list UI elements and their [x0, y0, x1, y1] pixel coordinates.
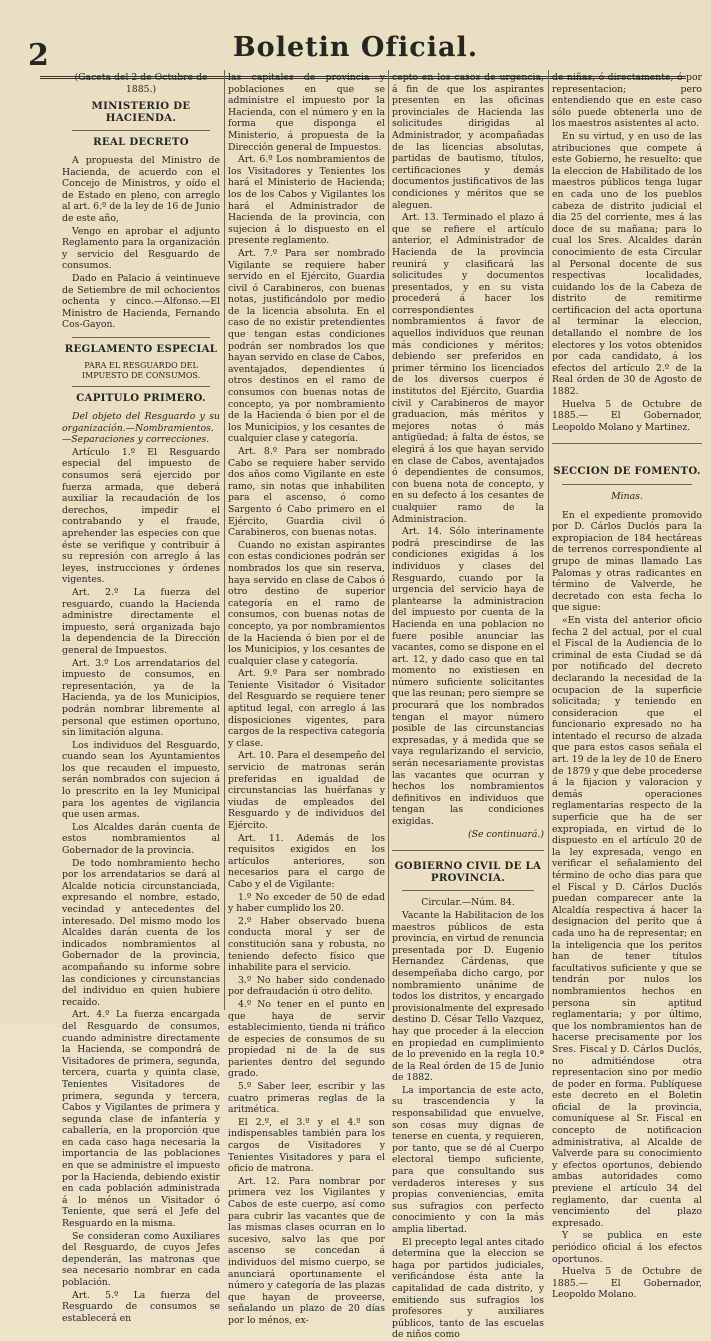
article-5: Art. 5.º La fuerza del Resguardo de consumos se establecerá en — [62, 1289, 220, 1324]
paragraph: Los individuos del Resguardo, cuando sean los Ayuntamientos los que recauden el impuesto, serán nombrados con sujecion á lo prescrito en la ley Municipal para los agentes de vigilancia que usen armas. — [62, 739, 220, 821]
signature-date: Huelva 5 de Octubre de 1885.— El Gobernador, Leopoldo Molano. — [552, 1266, 702, 1301]
column-4 — [552, 72, 702, 1301]
column-divider — [388, 70, 389, 1010]
paragraph: El precepto legal antes citado determina que la eleccion se haga por partidos judiciales, verificándose ésta ante la capitalidad de cada distrito, y emitiendo sus sufragios los profesores y auxiliares públicos, tanto de las escuelas de niños como — [392, 1236, 544, 1341]
article-12: Art. 12. Para nombrar por primera vez los Vigilantes y Cabos de este cuerpo, así como para cubrir las vacantes que de las mismas clases ocurran en lo sucesivo, salvo las que por ascenso se concedan á individuos del mismo cuerpo, se anunciará oportunamente el número y categoría de las plazas que hayan de proveerse, señalando un plazo de 20 días por lo ménos, ex- — [228, 1175, 385, 1326]
paragraph: Y se publica en este periódico oficial á los efectos oportunos. — [552, 1230, 702, 1265]
gazette-reference: (Gaceta del 2 de Octubre de 1885.) — [74, 72, 208, 95]
paragraph: Vacante la Habilitacion de los maestros públicos de esta provincia, en virtud de renuncia presentada por D. Eugenio Hernandez Cárdenas, que desempeñaba dicho cargo, por nombramiento unánime de todos los distritos, y encargado provisionalmente del expresado destino D. César Tello Vazquez, hay que proceder á la eleccion en propiedad en cumplimiento de lo prevenido en la regla 10.ª de la Real órden de 15 de Junio de 1882. — [392, 909, 544, 1084]
paragraph: Vengo en aprobar el adjunto Reglamento para la organización y servicio del Resguardo de consumos. — [62, 225, 220, 272]
regulation-heading: REGLAMENTO ESPECIAL — [64, 342, 218, 355]
mines-subheading: Minas. — [611, 491, 643, 502]
article-8: Art. 8.º Para ser nombrado Cabo se requiere haber servido dos años como Vigilante en este ramo, sin notas que inhabiliten para el ascenso, ó como Sargento ó Cabo primero en el Ejército, Guardia civil ó Carabineros, con buenas notas. — [228, 446, 385, 539]
article-9: Art. 9.º Para ser nombrado Teniente Visitador ó Visitador del Resguardo se requiere tener aptitud legal, con arreglo á las disposiciones vigentes, para cargos de la respectiva categoría y clase. — [228, 668, 385, 749]
paragraph: La importancia de este acto, su trascendencia y la responsabilidad que envuelve, son cosas muy dignas de tenerse en cuenta, y requieren, por tanto, que se dé al Cuerpo electoral tiempo suficiente, para que consultando sus verdaderos intereses y sus propias conveniencias, emita sus sufragios con perfecto conocimiento y con la más amplia libertad. — [392, 1084, 544, 1235]
column-divider — [224, 70, 225, 1010]
list-item: 3.º No haber sido condenado por defraudación ú otro delito. — [228, 974, 385, 998]
paragraph: las capitales de provincia y poblaciones en que se administre el impuesto por la Hacienda, con el número y en la forma que disponga el Ministerio, á propuesta de la Dirección general de Impuestos. — [228, 72, 385, 153]
chapter-heading: CAPITULO PRIMERO. — [76, 392, 206, 405]
article-1: Artículo 1.º El Resguardo especial del impuesto de consumos será ejercido por fuerza armada, que deberá auxiliar la recaudación de los derechos, impedir el contrabando y el fraude, aprehender las especies con que éste se verifique y contribuir á su represión con arreglo á las leyes, instrucciones y órdenes vigentes. — [62, 446, 220, 586]
column-3 — [392, 72, 544, 1341]
masthead-title: Boletin Oficial. — [232, 32, 479, 63]
article-11: Art. 11. Además de los requisitos exigidos en los artículos anteriores, son necesarios para el cargo de Cabo y el de Vigilante: — [228, 832, 385, 890]
column-1 — [62, 72, 220, 1324]
divider — [72, 337, 210, 338]
column-2 — [228, 72, 385, 1326]
paragraph: En su virtud, y en uso de las atribuciones que compete á este Gobierno, he resuelto: que la eleccion de Habilitado de los maestros públicos tenga lugar en cada uno de los pueblos cabeza de distrito judicial el dia 25 del corriente, mes á las doce de su mañana; para lo cual los Sres. Alcaldes darán conocimiento de esta Circular al Personal docente de sus respectivas localidades, cuidando los de la Cabeza de distrito de remitirme certificacion del acta oportuna al terminar la eleccion, detallando el nombre de los electores y los votos obtenidos por cada candidato, á los efectos del artículo 2.º de la Real órden de 30 de Agosto de 1882. — [552, 130, 702, 398]
divider — [72, 386, 210, 387]
divider — [402, 890, 534, 891]
list-item: 5.º Saber leer, escribir y las cuatro primeras reglas de la aritmética. — [228, 1081, 385, 1116]
to-be-continued: (Se continuará.) — [467, 828, 544, 840]
paragraph: Los Alcaldes darán cuenta de estos nombramientos al Gobernador de la provincia. — [62, 821, 220, 857]
fomento-section-heading: SECCION DE FOMENTO. — [553, 465, 701, 478]
paragraph: de niñas, ó directamente, ó por representacion; pero entendiendo que en este caso sólo puede obtenerla uno de los maestros asistentes al acto. — [552, 72, 702, 130]
ministry-heading: MINISTERIO DE HACIENDA. — [91, 100, 191, 124]
paragraph: cepto en los casos de urgencia, á fin de que los aspirantes presenten en las oficinas provinciales de Hacienda las solicitudes dirigidas al Administrador, y acompañadas de las licencias absolutas, partidas de bautismo, títulos, certificaciones y demás documentos justificativos de las condiciones y méritos que se aleguen. — [392, 72, 544, 211]
paragraph: El 2.º, el 3.º y el 4.º son indispensables también para los cargos de Visitadores y Tenientes Visitadores y para el oficio de matrona. — [228, 1116, 385, 1175]
article-10: Art. 10. Para el desempeño del servicio de matronas serán preferidas en igualdad de circunstancias las huérfanas y viudas de empleados del Resguardo y de individuos del Ejército. — [228, 750, 385, 831]
paragraph: En el expediente promovido por D. Cárlos Duclós para la expropiacion de 184 hectáreas de terrenos correspondiente al grupo de minas llamado Las Palomas y otras radicantes en término de Valverde, he decretado con esta fecha lo que sigue: — [552, 509, 702, 614]
article-7: Art. 7.º Para ser nombrado Vigilante se requiere haber servido en el Ejército, Guardia civil ó Carabineros, con buenas notas, justificándolo por medio de la licencia absoluta. En el caso de no existir pretendientes que tengan estas condiciones podrán ser nombrados los que hayan servido en clase de Cabos, aventajados, dependientes ú otros destinos en el ramo de consumos con buenas notas de concepto, ya por nombramiento de la Hacienda ó bien por el de los Municipios, y los cesantes de cualquier clase y categoría. — [228, 247, 385, 445]
article-6: Art. 6.º Los nombramientos de los Visitadores y Tenientes los hará el Ministerio de Hacienda; los de los Cabos y Vigilantes los hará el Administrador de Hacienda de la provincia, con sujecion á lo dispuesto en el presente reglamento. — [228, 154, 385, 247]
article-14: Art. 14. Sólo interinamente podrá prescindirse de las condiciones exigidas á los individuos y clases del Resguardo, cuando por la urgencia del servicio haya de plantearse la administracion del impuesto por cuenta de la Hacienda en una poblacion no fuere posible anunciar las vacantes, como se dispone en el art. 12, y dado caso que en tal momento no existiesen en número suficiente solicitantes que las reunan; pero siempre se procurará que los nombrados tengan el mayor número posible de las circunstancias expresadas, y á medida que se vaya regularizando el servicio, serán necesariamente provistas las vacantes que ocurran y hechos los nombramientos definitivos en individuos que tengan las condiciones exigidas. — [392, 526, 544, 827]
paragraph: «En vista del anterior oficio fecha 2 del actual, por el cual el Fiscal de la Audiencia de lo criminal de esta Ciudad se dá por notificado del decreto declarando la necesidad de la ocupacion de la superficie solicitada; y teniendo en consideracion que el funcionario expresado no ha intentado el recurso de alzada que para estos casos señala el art. 19 de la ley de 10 de Enero de 1879 y que debe procederse á la fijacion y valoracion y demás operaciones reglamentarias respecto de la superficie que ha de ser expropiada, en virtud de lo dispuesto en el artículo 20 de la ley expresada, vengo en verificar el señalamiento del término de ocho dias para que el Fiscal y D. Cárlos Duclós puedan comparecer ante la Alcaldía respectiva á hacer la designacion del perito que á cada uno ha de representar; en la inteligencia que los peritos han de tener títulos facultativos suficiente y que se tendrán por nulos los nombramientos hechos en persona sin aptitud reglamentaria; y por último, que los nombramientos han de hacerse precisamente por los Sres. Fiscal y D. Cárlos Duclós, no admitiéndose otra representacion sino por medio de poder en forma. Publíquese este decreto en el Boletin oficial de la provincia, comuníquese al Sr. Fiscal en concepto de notificacion administrativa, al Alcalde de Valverde para su conocimiento y efectos oportunos, debiendo ambas autoridades como previene el artículo 34 del reglamento, dar cuenta al vencimiento del plazo expresado. — [552, 614, 702, 1229]
circular-number: Circular.—Núm. 84. — [421, 897, 515, 909]
paragraph: Cuando no existan aspirantes con estas condiciones podrán ser nombrados los que sin reserva, haya servido en clase de Cabos ó otro destino de superior categoría en el ramo de consumos, con buenas notas de concepto, ya por nombramientos de la Hacienda ó bien por el de los Municipios, y los cesantes de cualquier clase y categoría. — [228, 539, 385, 667]
list-item: 2.º Haber observado buena conducta moral y ser de constitución sana y robusta, no teniendo defecto físico que inhabilite para el servicio. — [228, 915, 385, 974]
paragraph: A propuesta del Ministro de Hacienda, de acuerdo con el Concejo de Ministros, y oído el de Estado en pleno, con arreglo al art. 6.º de la ley de 16 de Junio de este año, — [62, 154, 220, 224]
paragraph: Dado en Palacio á veintinueve de Setiembre de mil ochocientos ochenta y cinco.—Alfonso.—El Ministro de Hacienda, Fernando Cos-Gayon. — [62, 272, 220, 331]
regulation-subheading: PARA EL RESGUARDO DEL IMPUESTO DE CONSUMOS. — [81, 361, 201, 380]
divider — [562, 484, 692, 485]
page-header — [0, 18, 711, 74]
list-item: 1.º No exceder de 50 de edad y haber cumplido los 20. — [228, 891, 385, 915]
royal-decree-heading: REAL DECRETO — [93, 136, 189, 149]
divider — [72, 130, 210, 131]
article-2: Art. 2.º La fuerza del resguardo, cuando la Hacienda administre directamente el impuesto, será organizada bajo la dependencia de la Dirección general de Impuestos. — [62, 586, 220, 656]
signature-date: Huelva 5 de Octubre de 1885.— El Gobernador, Leopoldo Molano y Martinez. — [552, 398, 702, 433]
divider — [392, 850, 544, 851]
list-item: 4.º No tener en el punto en que haya de servir establecimiento, tienda ni tráfico de especies de consumos de su propiedad ni de la de sus parientes dentro del segundo grado. — [228, 998, 385, 1080]
paragraph: Se consideran como Auxiliares del Resguardo, de cuyos Jefes dependerán, las matronas que sea necesario nombrar en cada población. — [62, 1230, 220, 1288]
article-4: Art. 4.º La fuerza encargada del Resguardo de consumos, cuando administre directamente la Hacienda, se compondrá de Visitadores de primera, segunda, tercera, cuarta y quinta clase, Tenientes Visitadores de primera, segunda y tercera, Cabos y Vigilantes de primera y segunda clase de infantería y caballería, en la proporción que en cada caso haga necesaria la importancia de las poblaciones en que se administre el impuesto por la Hacienda, debiendo existir en cada población administrada á lo ménos un Visitador ó Teniente, que será el Jefe del Resguardo en la misma. — [62, 1009, 220, 1230]
divider — [552, 443, 702, 444]
article-3: Art. 3.º Los arrendatarios del impuesto de consumos, en representación, ya de la Hacienda, ya de los Municipios, podrán nombrar libremente al personal que estimen oportuno, sin limitación alguna. — [62, 657, 220, 739]
page-number: 2 — [28, 38, 49, 73]
chapter-subtitle: Del objeto del Resguardo y su organización.—Nombramientos.—Separaciones y correcciones. — [62, 411, 220, 446]
paragraph: De todo nombramiento hecho por los arrendatarios se dará al Alcalde noticia circunstanciada, expresando el nombre, estado, vecindad y antecedentes del interesado. Del mismo modo los Alcaldes darán cuenta de los indicados nombramientos al Gobernador de la provincia, acompañando su informe sobre las condiciones y circunstancias del individuo en quien hubiere recaído. — [62, 857, 220, 1008]
civil-government-heading: GOBIERNO CIVIL DE LA PROVINCIA. — [394, 860, 542, 884]
article-13: Art. 13. Terminado el plazo á que se refiere el artículo anterior, el Administrador de Hacienda de la provincia reunirá y clasificará las solicitudes y documentos presentados, y en su vista procederá á hacer los correspondientes nombramientos á favor de aquellos individuos que reunan más condiciones y méritos; debiendo ser preferidos en primer término los licenciados de los diversos cuerpos é institutos del Ejército, Guardia civil y Carabineros de mayor graduacion, más méritos y mejores notas ó más antigüedad; á falta de éstos, se elegirá á los que hayan servido en clase de Cabos, aventajados ó dependientes de consumos, con buena nota de concepto, y en su defecto á los cesantes de cualquier ramo de la Administracion. — [392, 212, 544, 525]
column-divider — [548, 70, 549, 1010]
